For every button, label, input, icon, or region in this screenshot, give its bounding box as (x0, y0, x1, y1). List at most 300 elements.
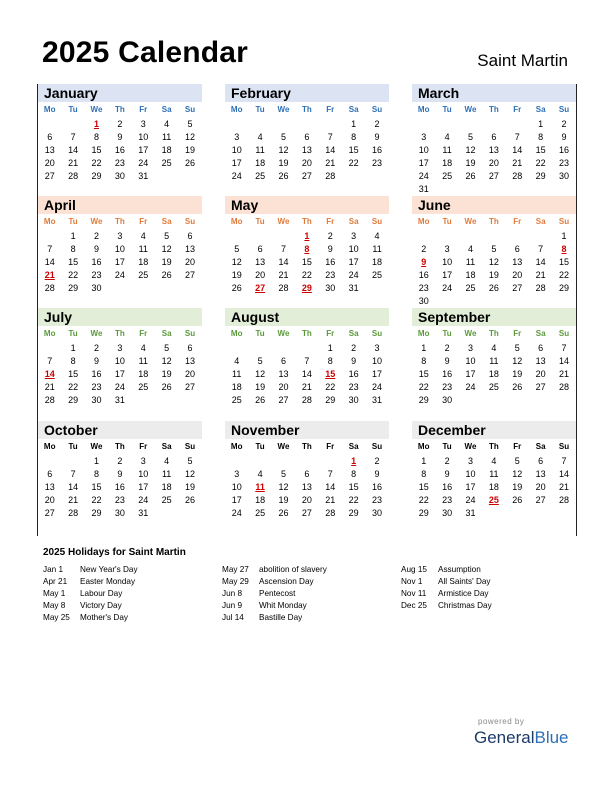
day-cell: 16 (372, 145, 383, 155)
day-cell: 30 (372, 508, 383, 518)
day-cell: 2 (374, 119, 380, 129)
day-cell: 16 (442, 482, 453, 492)
weekday-label: Mo (417, 105, 430, 114)
holiday-date: May 29 (222, 577, 249, 586)
holiday-name: Mother's Day (80, 613, 128, 622)
day-cell (459, 295, 482, 308)
day-cell: 3 (374, 343, 380, 353)
day-cell: 27 (535, 495, 546, 505)
day-cell: 8 (421, 356, 427, 366)
day-cell: 6 (304, 132, 310, 142)
day-cell: 5 (187, 456, 193, 466)
day-cell (482, 183, 505, 196)
day-cell: 18 (465, 270, 476, 280)
weekday-label: Sa (535, 329, 546, 338)
day-cell: 15 (301, 257, 312, 267)
day-cell: 26 (278, 171, 289, 181)
weekday-label: We (90, 329, 103, 338)
day-cell: 20 (512, 270, 523, 280)
month-april (38, 196, 202, 295)
week-row (412, 131, 576, 144)
day-cell: 30 (559, 171, 570, 181)
month-name: July (38, 308, 202, 326)
day-cell: 22 (91, 158, 102, 168)
holiday-date: Jun 9 (222, 601, 243, 610)
day-cell (155, 394, 178, 407)
day-cell (529, 507, 552, 520)
weekday-label: We (277, 217, 290, 226)
day-cell: 16 (325, 257, 336, 267)
day-cell (552, 183, 575, 196)
week-row (38, 144, 202, 157)
weekday-label: Tu (68, 329, 78, 338)
day-cell: 17 (465, 482, 476, 492)
holiday-name: Easter Monday (80, 577, 136, 586)
holiday-date: Dec 25 (401, 601, 427, 610)
weekday-label: Su (184, 105, 196, 114)
holiday-date: May 1 (43, 589, 66, 598)
day-cell: 5 (280, 469, 286, 479)
day-cell: 20 (301, 495, 312, 505)
day-cell: 23 (114, 495, 125, 505)
day-cell: 7 (327, 469, 333, 479)
week-row (38, 243, 202, 256)
brand-logo: GeneralBlue (474, 728, 569, 747)
day-cell: 19 (185, 482, 196, 492)
day-cell: 7 (70, 132, 76, 142)
day-cell (272, 118, 295, 131)
day-cell: 9 (561, 132, 567, 142)
weekday-label: Mo (230, 442, 243, 451)
day-cell (248, 342, 271, 355)
day-cell: 28 (301, 395, 312, 405)
day-cell: 19 (512, 369, 523, 379)
weekday-label: Th (301, 105, 312, 114)
week-row (225, 507, 389, 520)
day-cell: 13 (488, 145, 499, 155)
day-cell: 15 (348, 145, 359, 155)
holiday-entry (222, 600, 327, 612)
holiday-entry (401, 564, 492, 576)
day-cell: 26 (488, 283, 499, 293)
holiday-name: Assumption (438, 565, 481, 574)
day-cell (435, 295, 458, 308)
day-cell: 13 (301, 482, 312, 492)
day-cell: 3 (117, 343, 123, 353)
day-cell: 10 (231, 482, 242, 492)
day-cell: 15 (535, 145, 546, 155)
day-cell: 7 (47, 244, 53, 254)
day-cell: 8 (70, 244, 76, 254)
day-cell: 1 (70, 231, 76, 241)
holiday-name: Labour Day (80, 589, 123, 598)
day-cell: 3 (140, 456, 146, 466)
day-cell: 25 (465, 283, 476, 293)
weekday-label: Th (114, 442, 125, 451)
day-cell (272, 230, 295, 243)
weekday-label: Sa (535, 105, 546, 114)
day-cell: 4 (140, 231, 146, 241)
week-row (225, 342, 389, 355)
day-cell: 6 (257, 244, 263, 254)
day-cell (225, 230, 248, 243)
day-cell: 20 (44, 158, 55, 168)
day-cell: 17 (114, 369, 125, 379)
day-cell: 13 (535, 469, 546, 479)
day-cell: 12 (465, 145, 476, 155)
day-cell: 28 (68, 171, 79, 181)
weekday-label: Sa (161, 105, 172, 114)
day-cell (295, 342, 318, 355)
day-cell: 11 (372, 244, 382, 254)
day-cell: 15 (68, 369, 79, 379)
day-cell (132, 394, 155, 407)
holiday-day-cell: 27 (255, 283, 266, 293)
weekday-label: Fr (513, 105, 522, 114)
day-cell (178, 170, 201, 183)
day-cell: 26 (512, 382, 523, 392)
day-cell: 21 (512, 158, 523, 168)
day-cell: 4 (257, 132, 263, 142)
day-cell: 22 (68, 382, 79, 392)
day-cell: 18 (488, 369, 499, 379)
day-cell: 23 (372, 158, 383, 168)
day-cell: 9 (351, 356, 357, 366)
day-cell: 28 (559, 382, 570, 392)
week-row (412, 507, 576, 520)
week-row (225, 468, 389, 481)
weekday-label: Fr (139, 329, 148, 338)
day-cell: 26 (161, 270, 172, 280)
weekday-label: Mo (43, 329, 56, 338)
day-cell (459, 118, 482, 131)
day-cell: 21 (44, 382, 55, 392)
week-row (38, 507, 202, 520)
day-cell: 6 (491, 132, 497, 142)
week-row (38, 468, 202, 481)
day-cell: 9 (374, 469, 380, 479)
day-cell: 28 (325, 508, 336, 518)
day-cell (552, 295, 575, 308)
day-cell: 23 (442, 382, 453, 392)
weekday-label: Tu (255, 217, 265, 226)
weekday-label: Fr (326, 442, 335, 451)
day-cell (459, 183, 482, 196)
weekday-label: Sa (161, 442, 172, 451)
holiday-list-title: 2025 Holidays for Saint Martin (43, 547, 186, 558)
day-cell: 10 (418, 145, 429, 155)
weekday-label: Sa (161, 329, 172, 338)
day-cell: 18 (488, 482, 499, 492)
day-cell: 10 (372, 356, 383, 366)
day-cell (459, 394, 482, 407)
day-cell: 24 (465, 382, 476, 392)
day-cell: 1 (421, 343, 427, 353)
day-cell: 1 (327, 343, 333, 353)
day-cell (319, 118, 342, 131)
day-cell: 5 (514, 343, 520, 353)
day-cell: 30 (348, 395, 359, 405)
day-cell: 8 (70, 356, 76, 366)
day-cell: 11 (489, 356, 499, 366)
day-cell: 23 (348, 382, 359, 392)
day-cell: 15 (348, 482, 359, 492)
day-cell: 25 (488, 382, 499, 392)
weekday-label: We (464, 329, 477, 338)
day-cell: 13 (44, 145, 55, 155)
day-cell: 15 (91, 145, 102, 155)
day-cell: 27 (278, 395, 289, 405)
week-row (412, 481, 576, 494)
day-cell: 10 (231, 145, 242, 155)
week-row (225, 144, 389, 157)
day-cell: 23 (442, 495, 453, 505)
month-august (225, 308, 389, 407)
day-cell: 15 (418, 482, 429, 492)
week-row (225, 118, 389, 131)
day-cell: 29 (91, 171, 102, 181)
day-cell (38, 230, 61, 243)
week-row (412, 394, 576, 407)
weekday-label: Th (301, 329, 312, 338)
day-cell: 14 (559, 469, 570, 479)
day-cell: 19 (255, 382, 266, 392)
holiday-entry (43, 612, 138, 624)
day-cell: 20 (488, 158, 499, 168)
day-cell: 30 (114, 508, 125, 518)
day-cell: 30 (91, 395, 102, 405)
day-cell (61, 455, 84, 468)
weekday-label: Su (558, 329, 570, 338)
day-cell: 24 (372, 382, 383, 392)
day-cell (225, 342, 248, 355)
day-cell: 4 (140, 343, 146, 353)
day-cell (506, 230, 529, 243)
day-cell: 19 (185, 145, 196, 155)
day-cell: 18 (255, 158, 266, 168)
holiday-date: Nov 11 (401, 589, 427, 598)
day-cell: 3 (117, 231, 123, 241)
day-cell: 14 (68, 145, 79, 155)
day-cell: 27 (301, 508, 312, 518)
day-cell: 17 (348, 257, 359, 267)
weekday-label: Mo (230, 329, 243, 338)
day-cell (529, 230, 552, 243)
day-cell: 20 (44, 495, 55, 505)
month-october (38, 421, 202, 520)
holiday-day-cell: 25 (488, 495, 499, 505)
week-row (225, 170, 389, 183)
day-cell: 6 (280, 356, 286, 366)
day-cell (529, 394, 552, 407)
day-cell (482, 230, 505, 243)
day-cell: 30 (91, 283, 102, 293)
holiday-day-cell: 15 (325, 369, 336, 379)
week-row (225, 230, 389, 243)
holiday-name: Whit Monday (259, 601, 307, 610)
day-cell (482, 118, 505, 131)
day-cell: 25 (161, 158, 172, 168)
day-cell (155, 507, 178, 520)
day-cell: 17 (372, 369, 383, 379)
day-cell (342, 170, 365, 183)
day-cell: 14 (44, 257, 55, 267)
holiday-name: New Year's Day (80, 565, 138, 574)
weekday-label: Sa (535, 442, 546, 451)
holiday-name: Victory Day (80, 601, 122, 610)
calendar-grid (37, 84, 577, 536)
week-row (412, 381, 576, 394)
day-cell: 4 (467, 244, 473, 254)
day-cell: 22 (68, 270, 79, 280)
day-cell: 25 (138, 382, 149, 392)
day-cell: 16 (114, 482, 125, 492)
weekday-label: Tu (255, 442, 265, 451)
day-cell: 30 (325, 283, 336, 293)
country-label: Saint Martin (477, 51, 568, 70)
weekday-label: Th (488, 105, 499, 114)
day-cell (248, 230, 271, 243)
day-cell: 14 (68, 482, 79, 492)
day-cell: 25 (161, 495, 172, 505)
day-cell: 7 (514, 132, 520, 142)
day-cell: 4 (257, 469, 263, 479)
day-cell: 4 (164, 119, 170, 129)
day-cell: 4 (491, 343, 497, 353)
day-cell: 5 (164, 231, 170, 241)
day-cell (435, 118, 458, 131)
day-cell: 26 (161, 382, 172, 392)
day-cell: 24 (231, 508, 242, 518)
day-cell: 22 (91, 495, 102, 505)
weekday-label: We (464, 442, 477, 451)
day-cell: 22 (535, 158, 546, 168)
day-cell: 17 (465, 369, 476, 379)
weekday-label: Tu (68, 105, 78, 114)
weekday-label: Tu (68, 217, 78, 226)
day-cell: 17 (442, 270, 453, 280)
weekday-label: Fr (326, 329, 335, 338)
week-row (412, 494, 576, 507)
day-cell: 7 (47, 356, 53, 366)
day-cell: 24 (138, 158, 149, 168)
week-row (225, 355, 389, 368)
weekday-label: Su (558, 442, 570, 451)
day-cell: 28 (325, 171, 336, 181)
day-cell: 7 (304, 356, 310, 366)
weekday-label: Mo (43, 442, 56, 451)
week-row (412, 468, 576, 481)
day-cell: 22 (418, 382, 429, 392)
day-cell (506, 295, 529, 308)
day-cell: 29 (91, 508, 102, 518)
day-cell: 1 (70, 343, 76, 353)
day-cell: 19 (278, 495, 289, 505)
day-cell: 28 (512, 171, 523, 181)
month-name: August (225, 308, 389, 326)
day-cell: 1 (538, 119, 544, 129)
day-cell: 10 (114, 244, 125, 254)
day-cell: 2 (561, 119, 567, 129)
day-cell: 9 (374, 132, 380, 142)
holiday-name: Pentecost (259, 589, 296, 598)
day-cell: 12 (161, 244, 172, 254)
weekday-label: Fr (326, 105, 335, 114)
day-cell: 23 (325, 270, 336, 280)
day-cell: 11 (489, 469, 499, 479)
day-cell (506, 183, 529, 196)
week-row (225, 243, 389, 256)
holiday-entry (222, 576, 327, 588)
day-cell: 29 (418, 508, 429, 518)
week-row (38, 394, 202, 407)
day-cell: 12 (512, 356, 523, 366)
holiday-date: May 27 (222, 565, 249, 574)
day-cell: 2 (421, 244, 427, 254)
week-row (38, 342, 202, 355)
weekday-label: Tu (442, 217, 452, 226)
weekday-label: Th (301, 217, 312, 226)
weekday-label: We (90, 105, 103, 114)
weekday-label: Th (301, 442, 312, 451)
day-cell (506, 507, 529, 520)
holiday-entry (401, 576, 492, 588)
week-row (412, 170, 576, 183)
weekday-label: Su (184, 442, 196, 451)
day-cell: 10 (348, 244, 359, 254)
day-cell: 31 (465, 508, 476, 518)
day-cell: 28 (535, 283, 546, 293)
day-cell (529, 295, 552, 308)
day-cell: 21 (301, 382, 312, 392)
day-cell: 6 (187, 343, 193, 353)
day-cell: 20 (535, 369, 546, 379)
month-name: October (38, 421, 202, 439)
month-june (412, 196, 576, 308)
weekday-label: Tu (442, 105, 452, 114)
day-cell (482, 507, 505, 520)
day-cell (248, 118, 271, 131)
day-cell: 31 (114, 395, 125, 405)
week-row (38, 256, 202, 269)
day-cell (412, 230, 435, 243)
day-cell (178, 394, 201, 407)
day-cell: 13 (301, 145, 312, 155)
week-row (412, 230, 576, 243)
day-cell (295, 118, 318, 131)
weekday-label: Tu (442, 442, 452, 451)
day-cell: 2 (93, 231, 99, 241)
day-cell: 28 (44, 283, 55, 293)
day-cell: 14 (559, 356, 570, 366)
weekday-label: Su (558, 105, 570, 114)
day-cell: 15 (68, 257, 79, 267)
day-cell: 22 (348, 495, 359, 505)
holiday-entry (222, 612, 327, 624)
day-cell: 26 (465, 171, 476, 181)
day-cell: 2 (351, 343, 357, 353)
day-cell: 8 (538, 132, 544, 142)
weekday-label: We (464, 217, 477, 226)
day-cell (108, 282, 131, 295)
day-cell: 18 (231, 382, 242, 392)
holiday-entry (222, 588, 327, 600)
day-cell: 24 (442, 283, 453, 293)
day-cell: 27 (44, 508, 55, 518)
day-cell: 9 (117, 132, 123, 142)
holiday-entry (43, 600, 138, 612)
day-cell: 29 (535, 171, 546, 181)
